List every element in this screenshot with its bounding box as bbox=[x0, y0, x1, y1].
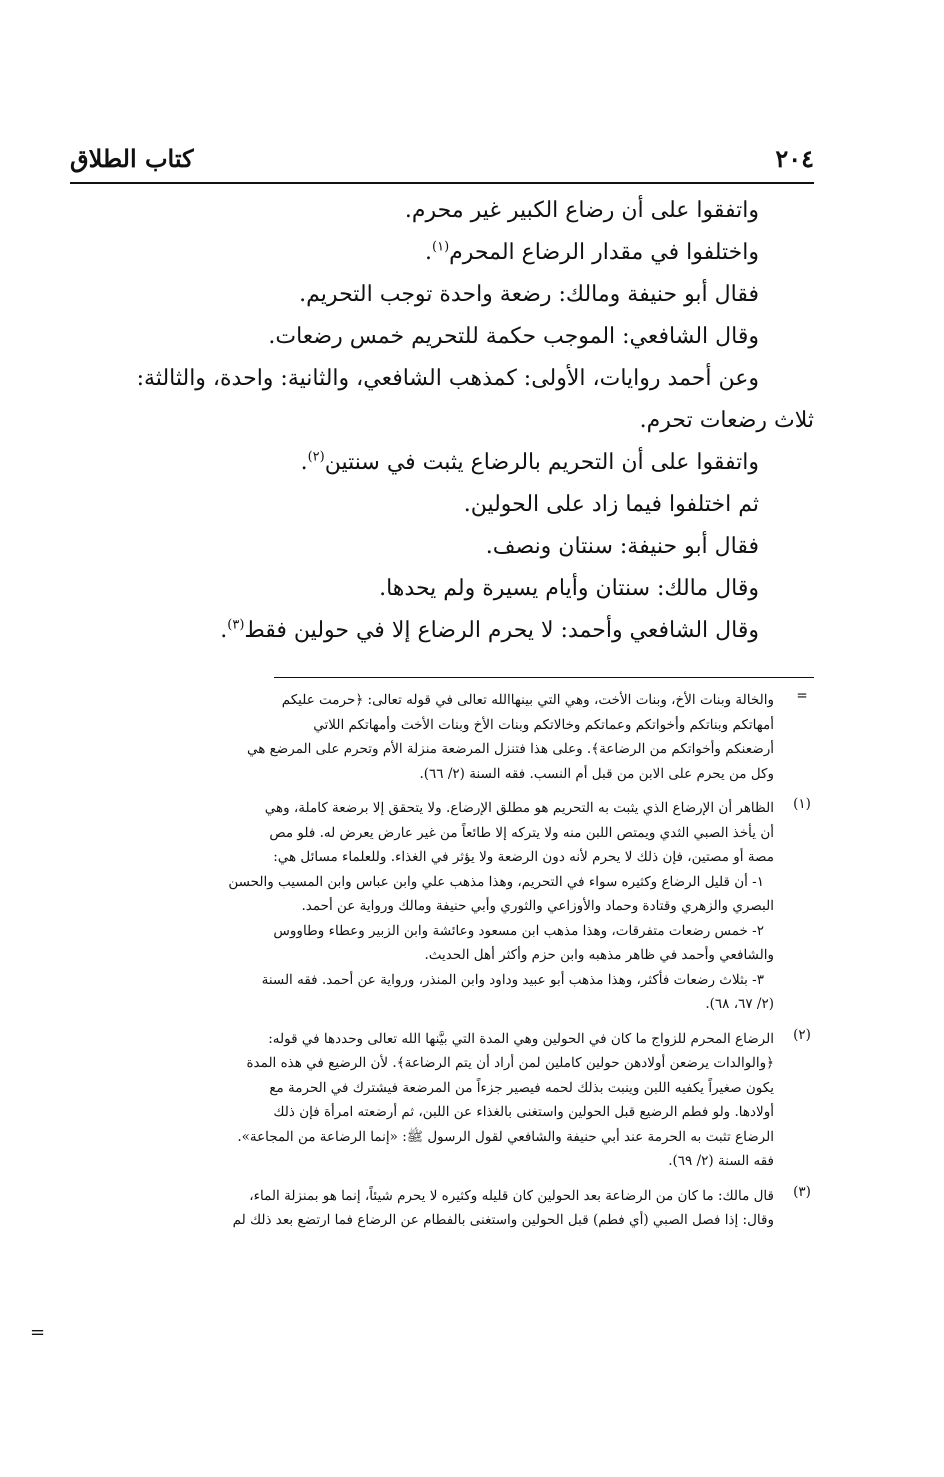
footnote-line: ٣- بثلاث رضعات فأكثر، وهذا مذهب أبو عبيد وداود وابن المنذر، ورواية عن أحمد. فقه السنة bbox=[261, 971, 764, 988]
footnote-line: والشافعي وأحمد في ظاهر مذهبه وابن حزم وأكثر أهل الحديث. bbox=[424, 947, 774, 963]
main-line: وقال الشافعي وأحمد: لا يحرم الرضاع إلا في حولين فقط$^{(٣)}$. bbox=[220, 617, 759, 643]
footnotes bbox=[70, 688, 814, 1243]
main-line: وقال مالك: سنتان وأيام يسيرة ولم يحدها. bbox=[379, 576, 759, 601]
main-line: واتفقوا على أن رضاع الكبير غير محرم. bbox=[404, 198, 759, 223]
footnote-line: فقه السنة (٢/ ٦٩). bbox=[668, 1153, 774, 1169]
book-title: كتاب الطلاق bbox=[70, 144, 194, 173]
main-text bbox=[70, 190, 814, 652]
footnote-line: البصري والزهري وقتادة وحماد والأوزاعي والثوري وأبي حنيفة ومالك ورواية عن أحمد. bbox=[301, 898, 774, 914]
footnote-line: الرضاع تثبت به الحرمة عند أبي حنيفة والشافعي لقول الرسول ﷺ: «إنما الرضاعة من المجاعة». bbox=[237, 1128, 774, 1145]
main-line: فقال أبو حنيفة ومالك: رضعة واحدة توجب التحريم. bbox=[299, 282, 759, 307]
footnote-marker: (٢) bbox=[793, 1026, 811, 1043]
footnote-1 bbox=[70, 796, 814, 1017]
footnote-ref: (١) bbox=[432, 239, 450, 255]
footnote-line: وكل من يحرم على الابن من قبل أم النسب. فقه السنة (٢/ ٦٦). bbox=[419, 765, 774, 782]
footnote-line: ﴿والوالدات يرضعن أولادهن حولين كاملين لمن أراد أن يتم الرضاعة﴾. لأن الرضيع في هذه المدة bbox=[246, 1055, 774, 1071]
main-line: فقال أبو حنيفة: سنتان ونصف. bbox=[485, 534, 759, 559]
footnote-line: أولادها. ولو فطم الرضيع قبل الحولين واستغنى بالغذاء عن اللبن، ثم أرضعته امرأة فإن ذلك bbox=[273, 1104, 774, 1120]
main-line: وقال الشافعي: الموجب حكمة للتحريم خمس رضعات. bbox=[268, 324, 759, 349]
footnote-line: أن يأخذ الصبي الثدي ويمتص اللبن منه ولا يتركه إلا طائعاً من غير عارض يعرض له. فلو مص bbox=[269, 824, 774, 841]
footnote-marker: (٣) bbox=[793, 1183, 811, 1200]
footnote-2 bbox=[70, 1027, 814, 1174]
footnote-line: مصة أو مصتين، فإن ذلك لا يحرم لأنه دون الرضعة ولا يؤثر في الغذاء. وللعلماء مسائل هي: bbox=[273, 849, 774, 865]
continuation-mark: = bbox=[30, 1322, 46, 1343]
footnote-marker: (١) bbox=[793, 796, 811, 812]
footnote-continued bbox=[70, 688, 814, 786]
footnote-marker: = bbox=[796, 688, 808, 704]
footnote-line: قال مالك: ما كان من الرضاعة بعد الحولين كان قليله وكثيره لا يحرم شيئاً، إنما هو بمنزلة الماء، bbox=[249, 1187, 774, 1204]
main-line: واختلفوا في مقدار الرضاع المحرم$^{(١)}$. bbox=[425, 239, 759, 265]
footnote-line: أرضعنكم وأخواتكم من الرضاعة﴾. وعلى هذا فتنزل المرضعة منزلة الأم وتحرم على المرضع هي bbox=[246, 741, 774, 757]
page-header bbox=[70, 138, 814, 184]
footnote-line: ١- أن قليل الرضاع وكثيره سواء في التحريم، وهذا مذهب علي وابن عباس وابن المسيب والحسن bbox=[228, 873, 764, 890]
main-line: وعن أحمد روايات، الأولى: كمذهب الشافعي، والثانية: واحدة، والثالثة: bbox=[136, 366, 759, 391]
main-line: واتفقوا على أن التحريم بالرضاع يثبت في سنتين$^{(٢)}$. bbox=[300, 449, 759, 475]
footnote-line: (٢/ ٦٧، ٦٨). bbox=[705, 996, 774, 1012]
footnote-line: الظاهر أن الإرضاع الذي يثبت به التحريم هو مطلق الإرضاع. ولا يتحقق إلا برضعة كاملة، وهي bbox=[264, 800, 774, 816]
footnote-ref: (٣) bbox=[227, 617, 245, 633]
main-line: ثلاث رضعات تحرم. bbox=[639, 408, 814, 433]
footnote-divider bbox=[274, 677, 814, 678]
footnote-line: أمهاتكم وبناتكم وأخواتكم وعماتكم وخالاتكم وبنات الأخ وبنات الأخت وأمهاتكم اللاتي bbox=[313, 716, 774, 733]
footnote-line: ٢- خمس رضعات متفرقات، وهذا مذهب ابن مسعود وعائشة وابن الزبير وعطاء وطاووس bbox=[273, 922, 764, 939]
footnote-line: والخالة وبنات الأخ، وبنات الأخت، وهي التي بينهاالله تعالى في قوله تعالى: ﴿حرمت عليكم bbox=[281, 692, 774, 708]
footnote-line: يكون صغيراً يكفيه اللبن وينبت بذلك لحمه فيصير جزءاً من المرضعة فيشترك في الحرمة مع bbox=[269, 1079, 774, 1096]
main-line: ثم اختلفوا فيما زاد على الحولين. bbox=[463, 492, 759, 517]
footnote-line: وقال: إذا فصل الصبي (أي فطم) قبل الحولين واستغنى بالفطام عن الرضاع فما ارتضع بعد ذلك لم bbox=[232, 1212, 774, 1228]
footnote-3 bbox=[70, 1184, 814, 1233]
page-number: ٢٠٤ bbox=[775, 144, 814, 173]
footnote-line: الرضاع المحرم للزواج ما كان في الحولين وهي المدة التي بيَّنها الله تعالى وحددها في قوله: bbox=[268, 1030, 774, 1047]
footnote-ref: (٢) bbox=[307, 449, 325, 465]
